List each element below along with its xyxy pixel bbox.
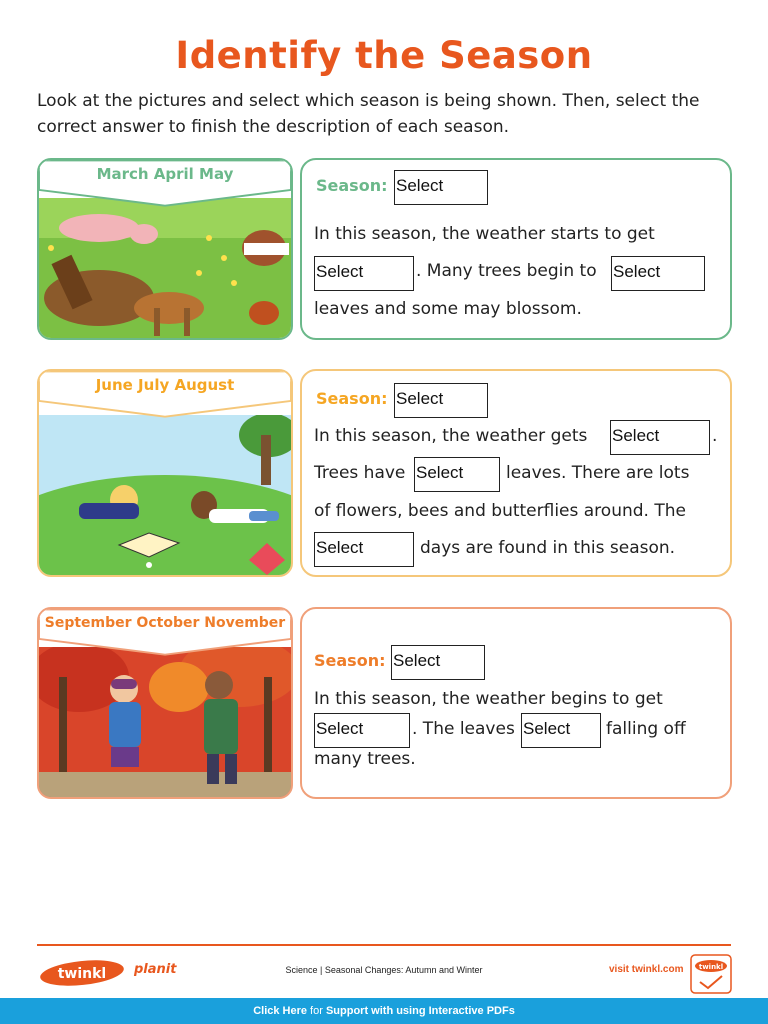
planit-logo: planit [134, 962, 177, 977]
spring-months-label: March April May [96, 165, 234, 183]
summer-picture-card [37, 369, 293, 577]
summer-line-3: of flowers, bees and butterflies around. The [314, 501, 686, 521]
autumn-line-3: many trees. [314, 749, 416, 769]
spring-question-card [300, 158, 732, 340]
footer-divider [37, 944, 731, 946]
quality-badge-icon [690, 954, 732, 994]
summer-season-label: Season: [316, 389, 388, 408]
summer-line-1-end: . [712, 426, 718, 446]
spring-season-select[interactable]: Select [394, 170, 488, 205]
summer-line-2-start: Trees have [314, 463, 406, 483]
spring-weather-select[interactable]: Select [314, 256, 414, 291]
autumn-weather-select[interactable]: Select [314, 713, 410, 748]
autumn-line-2-end: falling off [606, 719, 686, 739]
support-link[interactable]: Support with using Interactive PDFs [325, 1005, 515, 1017]
spring-picture-card [37, 158, 293, 340]
spring-farm-illustration [39, 198, 291, 338]
svg-text:twinkl: twinkl [57, 966, 107, 982]
summer-line-1: In this season, the weather gets [314, 426, 588, 446]
interactive-pdf-help-bar[interactable] [0, 998, 768, 1024]
page-title: Identify the Season [175, 34, 593, 77]
summer-days-select[interactable]: Select [314, 532, 414, 567]
autumn-months-label: September October November [44, 615, 286, 631]
summer-park-illustration [39, 415, 291, 575]
summer-trees-select[interactable]: Select [414, 457, 500, 492]
summer-line-4: days are found in this season. [420, 538, 676, 558]
autumn-season-label: Season: [314, 651, 386, 670]
spring-line-2: . Many trees begin to [416, 261, 597, 281]
autumn-season-select[interactable]: Select [391, 645, 485, 680]
summer-season-select[interactable]: Select [394, 383, 488, 418]
spring-trees-select[interactable]: Select [611, 256, 705, 291]
svg-text:twinkl: twinkl [698, 963, 724, 971]
visit-twinkl-link[interactable]: visit twinkl.com [609, 964, 684, 975]
summer-line-2-end: leaves. There are lots [506, 463, 690, 483]
instructions-text: Look at the pictures and select which season is being shown. Then, select the correct answer to finish the description of each season. [37, 91, 700, 137]
spring-line-3: leaves and some may blossom. [314, 299, 582, 319]
bar-for-text: for [307, 1005, 326, 1017]
autumn-line-1: In this season, the weather begins to get [314, 689, 663, 709]
summer-question-card [300, 369, 732, 577]
spring-season-label: Season: [316, 176, 388, 195]
autumn-line-2-mid: . The leaves [412, 719, 515, 739]
autumn-leaves-select[interactable]: Select [521, 713, 601, 748]
click-here-link[interactable]: Click Here [253, 1005, 307, 1017]
footer-subject: Science | Seasonal Changes: Autumn and Winter [285, 965, 483, 975]
autumn-question-card [300, 607, 732, 799]
summer-months-label: June July August [95, 376, 235, 394]
autumn-woods-illustration [39, 647, 291, 797]
summer-weather-select[interactable]: Select [610, 420, 710, 455]
autumn-picture-card [37, 607, 293, 799]
spring-line-1: In this season, the weather starts to get [314, 224, 655, 244]
